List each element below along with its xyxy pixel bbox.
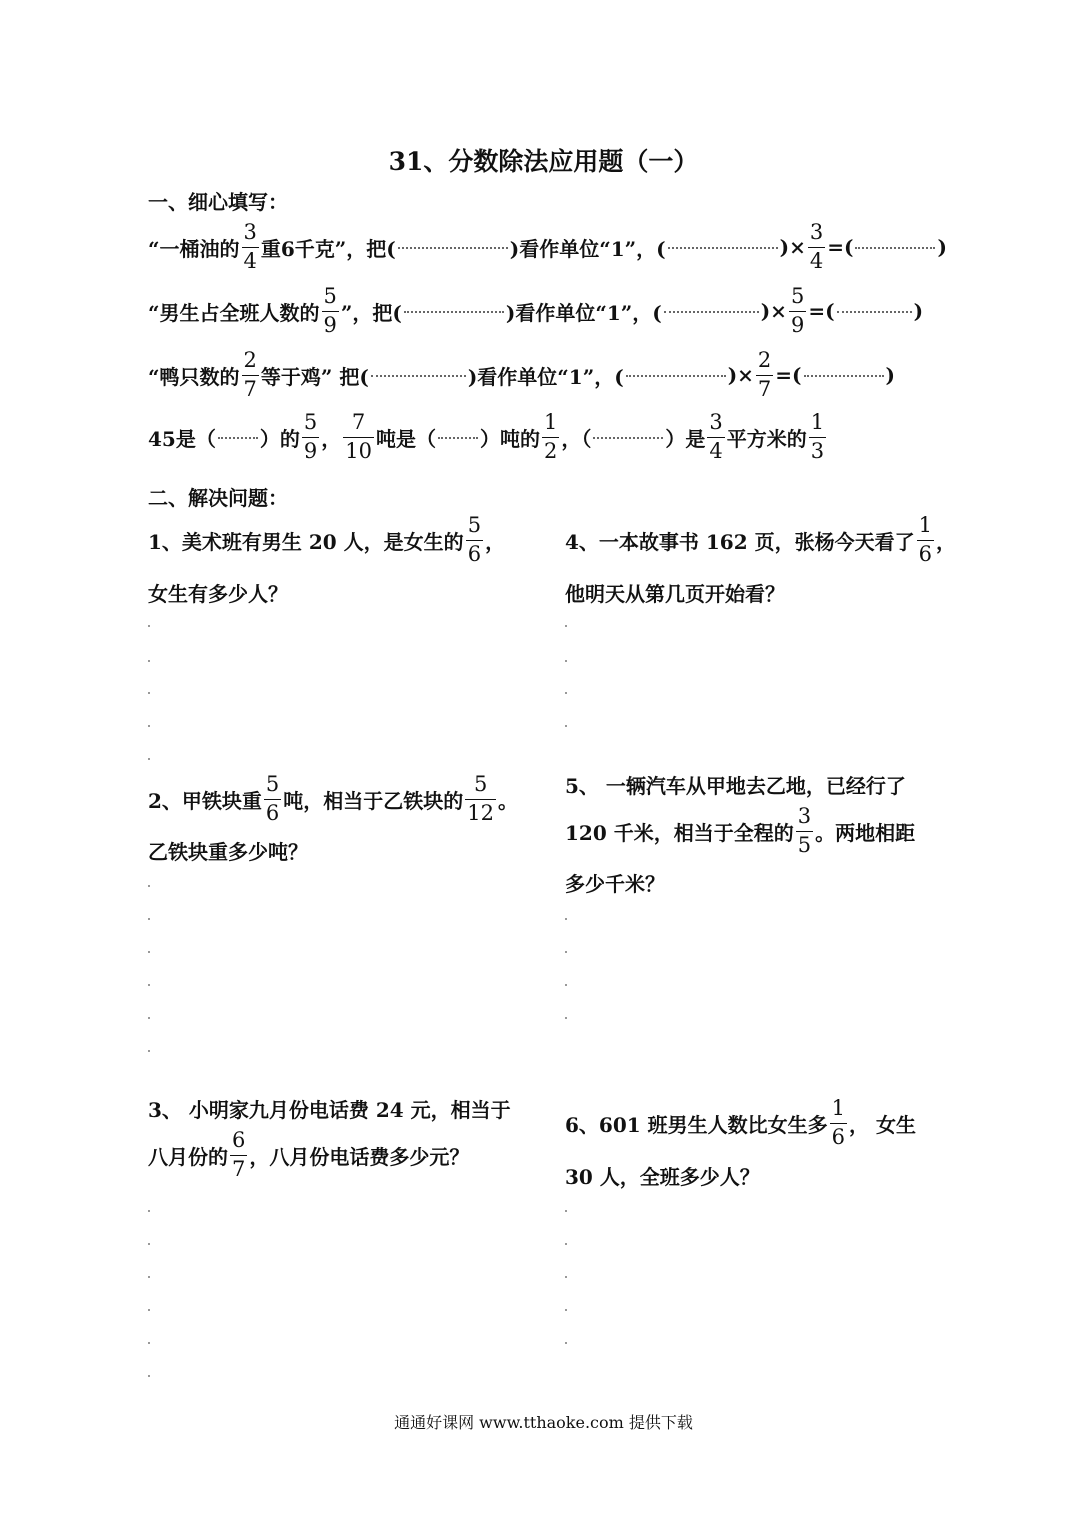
fill-text: =(	[827, 235, 854, 259]
fill-text: )	[937, 235, 947, 259]
problem-5-line-3: 多少千米？	[565, 872, 665, 896]
fill-text: ，	[321, 426, 342, 451]
problem-text: 八月份的	[148, 1144, 228, 1169]
problem-3-line-1: 3、 小明家九月份电话费 24 元，相当于	[148, 1098, 511, 1122]
fill-text: )×	[760, 299, 787, 323]
fill-text: “男生占全班人数的	[148, 300, 320, 325]
problem-text: ， 女生	[849, 1112, 916, 1137]
fill-text: ”，把(	[340, 300, 402, 325]
fill-text: =(	[775, 363, 802, 387]
problem-text: 1、美术班有男生 20 人，是女生的	[148, 529, 464, 554]
problem-2-line-2: 乙铁块重多少吨？	[148, 840, 308, 864]
fraction: $\frac{1}{6}$	[918, 513, 932, 566]
fill-text: )×	[727, 363, 754, 387]
fill-text: ）是	[665, 426, 706, 451]
fill-text: 等于鸡” 把(	[260, 364, 369, 389]
problem-4-line-2: 他明天从第几页开始看？	[565, 582, 785, 606]
fraction: $\frac{6}{7}$	[232, 1128, 246, 1181]
fraction: $\frac{7}{10}$	[345, 410, 372, 463]
fraction: $\frac{1}{3}$	[810, 410, 825, 463]
fill-text: )看作单位“1”，(	[467, 364, 624, 389]
fill-text: ）的	[259, 426, 300, 451]
fraction: $\frac{5}{12}$	[467, 772, 495, 825]
fill-text: 重6千克”，把(	[260, 236, 396, 261]
fill-text: =(	[808, 299, 835, 323]
problem-text: 120 千米，相当于全程的	[565, 820, 794, 845]
problem-text: 4、一本故事书 162 页，张杨今天看了	[565, 529, 915, 554]
fraction: $\frac{2}{7}$	[757, 348, 772, 401]
fraction: $\frac{5}{6}$	[467, 513, 482, 566]
problem-1-line-2: 女生有多少人？	[148, 582, 288, 606]
page-title: 31、分数除法应用题（一）	[388, 147, 699, 176]
problem-text: 。	[498, 788, 519, 813]
fraction: $\frac{3}{4}$	[709, 410, 723, 463]
fraction: $\frac{5}{9}$	[323, 284, 337, 337]
problem-text: 2、甲铁块重	[148, 788, 262, 813]
fill-text: ）吨的	[479, 426, 540, 451]
fill-text: ，（	[561, 426, 592, 451]
footer-credit: 通通好课网 www.tthaoke.com 提供下载	[394, 1413, 693, 1432]
problem-6-line-2: 30 人，全班多少人？	[565, 1165, 760, 1189]
fraction: $\frac{3}{4}$	[243, 220, 257, 273]
fill-text: “一桶油的	[148, 236, 240, 261]
fill-text: )	[885, 363, 895, 387]
section-1-heading: 一、细心填写：	[148, 190, 288, 214]
fill-text: )×	[779, 235, 806, 259]
problem-text: 。两地相距	[815, 820, 916, 845]
problem-text: ，	[935, 529, 956, 554]
fraction: $\frac{5}{9}$	[303, 410, 318, 463]
fraction: $\frac{1}{6}$	[831, 1096, 846, 1149]
fraction: $\frac{3}{5}$	[797, 804, 812, 857]
fill-text: “鸭只数的	[148, 364, 240, 389]
problem-text: 6、601 班男生人数比女生多	[565, 1112, 828, 1137]
fill-text: )看作单位“1”，(	[509, 236, 666, 261]
fill-text: 45是（	[148, 426, 216, 451]
problem-text: ，	[485, 529, 506, 554]
fill-text: 吨是（	[375, 426, 436, 451]
fraction: $\frac{1}{2}$	[543, 410, 558, 463]
fill-text: )	[913, 299, 924, 323]
fill-text: 平方米的	[726, 426, 807, 451]
fraction: $\frac{5}{9}$	[790, 284, 805, 337]
fraction: $\frac{5}{6}$	[265, 772, 280, 825]
fill-text: )看作单位“1”，(	[505, 300, 662, 325]
fraction: $\frac{3}{4}$	[809, 220, 824, 273]
fraction: $\frac{2}{7}$	[243, 348, 257, 401]
problem-text: ，八月份电话费多少元？	[249, 1144, 470, 1169]
section-2-heading: 二、解决问题：	[148, 486, 288, 510]
problem-text: 吨，相当于乙铁块的	[283, 788, 464, 813]
problem-5-line-1: 5、 一辆汽车从甲地去乙地，已经行了	[565, 774, 906, 798]
